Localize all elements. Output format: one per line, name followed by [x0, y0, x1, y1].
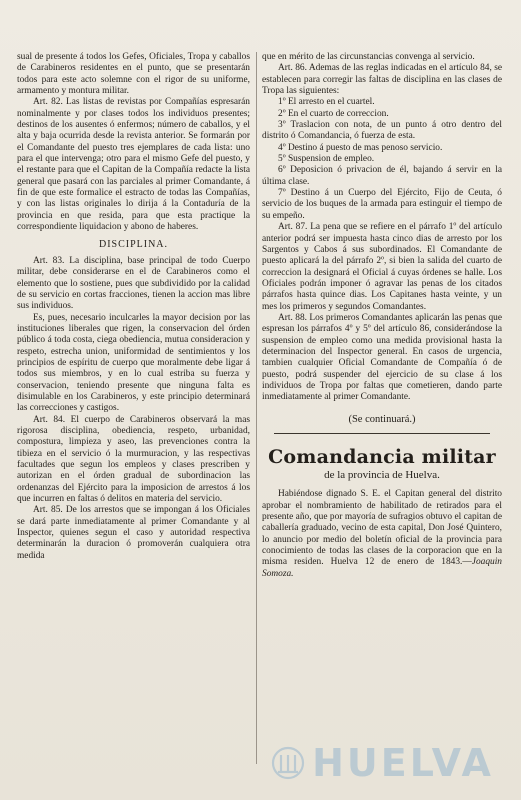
article-85 — [17, 505, 250, 562]
article-84 — [17, 415, 250, 506]
article-text: El cuerpo de Carabineros observará la mas rigorosa disciplina, obediencia, respeto, urbanidad, compostura, limpieza y aseo, las prevenciones contra la tibieza en el servicio ó la murmuracion, y las respectivas facultades que segun los empleos y clases prescriben y autorizan en el órden gradual de subordinacion las ordenanzas del Ejército para la imposicion de arrestos á los que incurren en faltas ó delitos en materia del servicio. — [17, 414, 251, 505]
right-column — [262, 52, 502, 580]
article-text: Ademas de las reglas indicadas en el artículo 84, se establecen para corregir las faltas de disciplina en las clases de Tropa las siguientes: — [262, 63, 502, 97]
notice-text — [262, 489, 502, 580]
article-83 — [17, 256, 250, 313]
article-text: De los arrestos que se impongan á los Oficiales se dará parte inmediatamente al primer Comandante y al Inspector, quienes segun el caso y autoridad respectiva determinarán la duracion ó promoverán cualquiera otra medida — [17, 505, 251, 561]
columns-icon — [270, 745, 306, 781]
left-column — [17, 52, 250, 562]
article-86 — [262, 63, 502, 97]
article-text: Los primeros Comandantes aplicarán las penas que espresan los párrafos 4º y 5º del artículo 86, considerándose la suspension de empleo como una medida provisional hasta la determinacion del Inspector general. En casos de urgencia, tambien cualquier Oficial Comandante de Compañía ó de puesto, podrá suspender del ejercicio de su clase á los individuos de Tropa por faltas que cometieren, dando parte inmediatamente al primer Comandante. — [262, 312, 502, 403]
section-title-disciplina: DISCIPLINA. — [98, 238, 169, 250]
article-label: Art. 84. — [33, 414, 66, 425]
list-item: 1º El arresto en el cuartel. — [278, 97, 375, 108]
paragraph-continuation: sual de presente á todos los Gefes, Oficiales, Tropa y caballos de Carabineros residentes en el punto, que se presentarán todos para este acto solemne con el rigor de su uniforme, armamento y montura militar. — [17, 52, 250, 97]
list-item: 2º En el cuarto de correccion. — [278, 108, 389, 119]
list-item: 7º Destino á un Cuerpo del Ejército, Fijo de Ceuta, ó servicio de los buques de la armada para estinguir el tiempo de su empeño. — [262, 188, 502, 221]
section-rule — [274, 433, 490, 434]
article-text: La pena que se refiere en el párrafo 1º del artículo anterior podrá ser impuesta hasta cinco dias de arresto por los Sargentos y Cabos á sus subordinados. El Comandante de puesto aplicará la del párrafo 2º, si bien la salida del cuarto de correccion la designará el Oficial á cuyas órdenes se halle. Los Oficiales podrán imponer ó agravar las penas de los citados párrafos hasta quince dias. Los Capitanes hasta veinte, y un mes los primeros y segundos Comandantes. — [262, 222, 503, 312]
article-label: Art. 85. — [33, 505, 63, 516]
library-watermark — [262, 736, 502, 790]
article-82 — [17, 97, 250, 233]
paragraph: Es, pues, necesario inculcarles la mayor decision por las instituciones liberales que rigen, la conservacion del órden público á toda costa, ciega obediencia, mutua consideracion y respeto, estrecha union, uniformidad de sentimientos y los principios de espíritu de cuerpo que moralmente debe ligar á todos sus miembros, y en lo cual estriba su fuerza y conservacion, teniendo presente que ninguna falta es disimulable en los Carabineros, y este principio determinará las correcciones y castigos. — [17, 312, 250, 414]
watermark-text: HUELVA — [312, 741, 494, 785]
list-item: 5º Suspension de empleo. — [278, 154, 375, 165]
article-88 — [262, 313, 502, 404]
notice-body: Habiéndose dignado S. E. el Capitan general del distrito aprobar el nombramiento de habilitado de retirados para el presente año, que por mayoría de sufragios obtuvo el capitan de caballería graduado, vecino de esta capital, Don José Quintero, lo anuncio por medio del boletín oficial de la provincia para conocimiento de todas las clases de la corporacion que en la misma residen. Huelva 12 de enero de 1843.— — [262, 489, 502, 568]
watermark-logo — [270, 743, 494, 783]
article-label: Art. 82. — [33, 97, 63, 108]
article-label: Art. 87. — [278, 222, 308, 233]
article-text: La disciplina, base principal de todo Cuerpo militar, debe considerarse en el de Carabineros como el elemento que lo sostiene, pues que subdividido por la calidad de su servicio en cortas fracciones, tienen la accion mas libre sus individuos. — [17, 255, 251, 312]
notice-heading: Comandancia militar — [268, 446, 496, 468]
article-label: Art. 88. — [278, 312, 307, 323]
signature: Joaquin Somoza. — [262, 557, 502, 579]
article-87 — [262, 222, 502, 313]
paragraph-continuation: que en mérito de las circunstancias convenga al servicio. — [262, 52, 475, 62]
article-text: Las listas de revistas por Compañías espresarán nominalmente y por clases todos los individuos presentes; destinos de los ausentes ó enfermos; número de caballos, y el alta y baja ocurrida desde la revista anterior. Se formarán por el Comandante del puesto tres ejemplares de cada lista: uno para el que intervenga; otro para el mismo Gefe del puesto, y el restante para que el Capitan de la Compañía redacte la lista general que pasará con las parciales al primer Comandante, á fin de que este formalice el estracto de todas las Compañías, y con las listas originales lo dirija á la Contaduría de la provincia en que resida, para que esta practique la correspondiente liquidacion y abono de haberes. — [17, 97, 250, 233]
notice-subheading: de la provincia de Huelva. — [324, 469, 440, 481]
list-item: 6º Deposicion ó privacion de él, bajando á servir en la última clase. — [262, 165, 502, 187]
continued-note: (Se continuará.) — [348, 413, 416, 425]
list-item: 4º Destino á puesto de mas penoso servicio. — [278, 142, 443, 153]
article-label: Art. 86. — [278, 63, 307, 74]
column-divider — [256, 52, 257, 764]
list-item: 3º Traslacion con nota, de un punto á otro dentro del distrito ó Comandancia, ó fuerza de esta. — [262, 120, 502, 142]
article-label: Art. 83. — [33, 255, 65, 266]
